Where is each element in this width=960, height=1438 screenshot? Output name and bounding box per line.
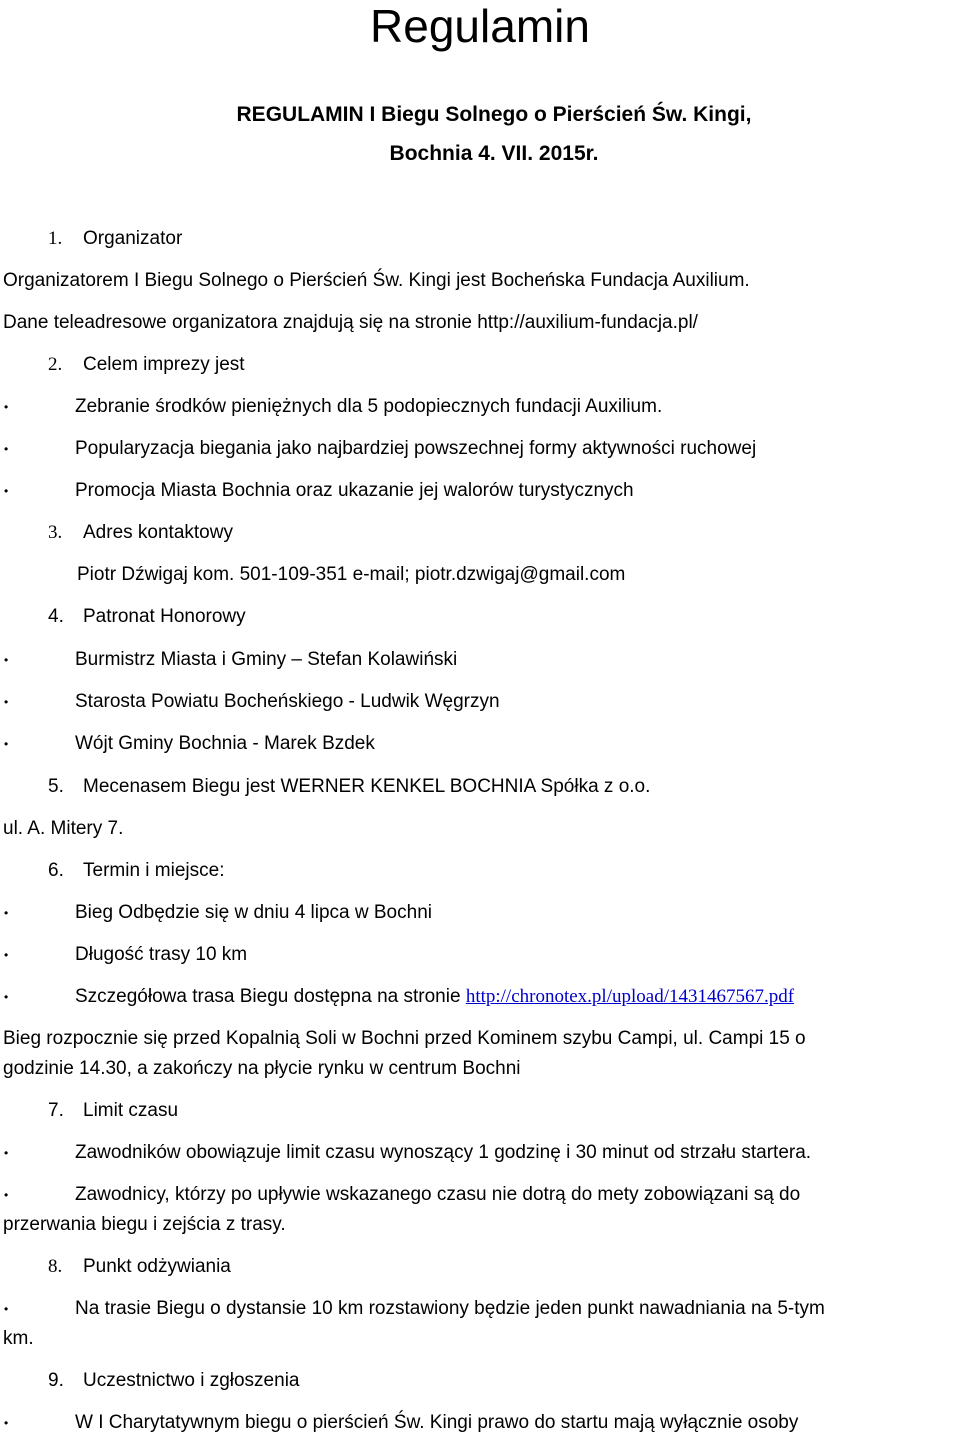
section-5-address: ul. A. Mitery 7. (3, 818, 124, 839)
section-7-bullet-1: Zawodników obowiązuje limit czasu wynoszący 1 godzinę i 30 minut od strzału startera. (75, 1142, 812, 1163)
bullet-icon: • (4, 400, 9, 414)
section-9-heading: Uczestnictwo i zgłoszenia (83, 1370, 300, 1391)
section-5-heading: Mecenasem Biegu jest WERNER KENKEL BOCHNIA Spółka z o.o. (83, 776, 651, 797)
section-8-number: 8. (48, 1256, 63, 1277)
bullet-icon: • (4, 906, 9, 920)
section-3-number: 3. (48, 522, 63, 543)
bullet-icon: • (4, 1188, 9, 1202)
section-6-bullet-1: Bieg Odbędzie się w dniu 4 lipca w Bochni (75, 902, 432, 923)
bullet-icon: • (4, 948, 9, 962)
document-title: Regulamin (370, 0, 590, 52)
section-2-bullet-1: Zebranie środków pieniężnych dla 5 podopiecznych fundacji Auxilium. (75, 396, 663, 417)
section-4-heading: Patronat Honorowy (83, 606, 246, 627)
section-7-heading: Limit czasu (83, 1100, 179, 1121)
section-5-number: 5. (48, 776, 64, 797)
section-7-bullet-2-line-1: Zawodnicy, którzy po upływie wskazanego czasu nie dotrą do mety zobowiązani są do (75, 1184, 801, 1205)
section-8-bullet-line-1: Na trasie Biegu o dystansie 10 km rozstawiony będzie jeden punkt nawadniania na 5-tym (75, 1298, 825, 1319)
section-6-para-line-2: godzinie 14.30, a zakończy na płycie rynku w centrum Bochni (3, 1058, 521, 1079)
bullet-icon: • (4, 695, 9, 709)
section-6-route-text: Szczegółowa trasa Biegu dostępna na stronie (75, 986, 466, 1007)
section-4-bullet-1: Burmistrz Miasta i Gminy – Stefan Kolawiński (75, 649, 458, 670)
bullet-icon: • (4, 990, 9, 1004)
bullet-icon: • (4, 442, 9, 456)
bullet-icon: • (4, 1416, 9, 1430)
section-2-heading: Celem imprezy jest (83, 354, 245, 375)
subtitle-line-1: REGULAMIN I Biegu Solnego o Pierścień Św. Kingi, (236, 103, 752, 126)
section-3-contact: Piotr Dźwigaj kom. 501-109-351 e-mail; piotr.dzwigaj@gmail.com (77, 564, 626, 585)
bullet-icon: • (4, 1302, 9, 1316)
section-1-number: 1. (48, 228, 63, 249)
section-4-bullet-3: Wójt Gminy Bochnia - Marek Bzdek (75, 733, 375, 754)
section-9-number: 9. (48, 1370, 64, 1391)
section-4-bullet-2: Starosta Powiatu Bocheńskiego - Ludwik Węgrzyn (75, 691, 500, 712)
section-2-bullet-3: Promocja Miasta Bochnia oraz ukazanie jej walorów turystycznych (75, 480, 634, 501)
route-pdf-link[interactable]: http://chronotex.pl/upload/1431467567.pdf (465, 986, 795, 1007)
section-6-para-line-1: Bieg rozpocznie się przed Kopalnią Soli w Bochni przed Kominem szybu Campi, ul. Campi 15 o (3, 1028, 806, 1049)
section-7-bullet-2-line-2: przerwania biegu i zejścia z trasy. (3, 1214, 286, 1235)
section-1-text-1: Organizatorem I Biegu Solnego o Pierścień Św. Kingi jest Bocheńska Fundacja Auxilium. (3, 270, 750, 291)
bullet-icon: • (4, 484, 9, 498)
bullet-icon: • (4, 737, 9, 751)
section-7-number: 7. (48, 1100, 64, 1121)
section-6-number: 6. (48, 860, 64, 881)
section-6-route-line (75, 982, 794, 1012)
section-6-bullet-2: Długość trasy 10 km (75, 944, 248, 965)
section-6-heading: Termin i miejsce: (83, 860, 225, 881)
section-3-heading: Adres kontaktowy (83, 522, 233, 543)
subtitle-line-2: Bochnia 4. VII. 2015r. (389, 142, 599, 165)
section-2-bullet-2: Popularyzacja biegania jako najbardziej powszechnej formy aktywności ruchowej (75, 438, 757, 459)
section-1-heading: Organizator (83, 228, 183, 249)
section-9-bullet: W I Charytatywnym biegu o pierścień Św. Kingi prawo do startu mają wyłącznie osoby (75, 1412, 799, 1433)
bullet-icon: • (4, 653, 9, 667)
section-8-heading: Punkt odżywiania (83, 1256, 231, 1277)
section-1-text-2: Dane teleadresowe organizatora znajdują się na stronie http://auxilium-fundacja.pl/ (3, 312, 698, 333)
section-2-number: 2. (48, 354, 63, 375)
section-8-bullet-line-2: km. (3, 1328, 34, 1349)
bullet-icon: • (4, 1146, 9, 1160)
section-4-number: 4. (48, 606, 64, 627)
